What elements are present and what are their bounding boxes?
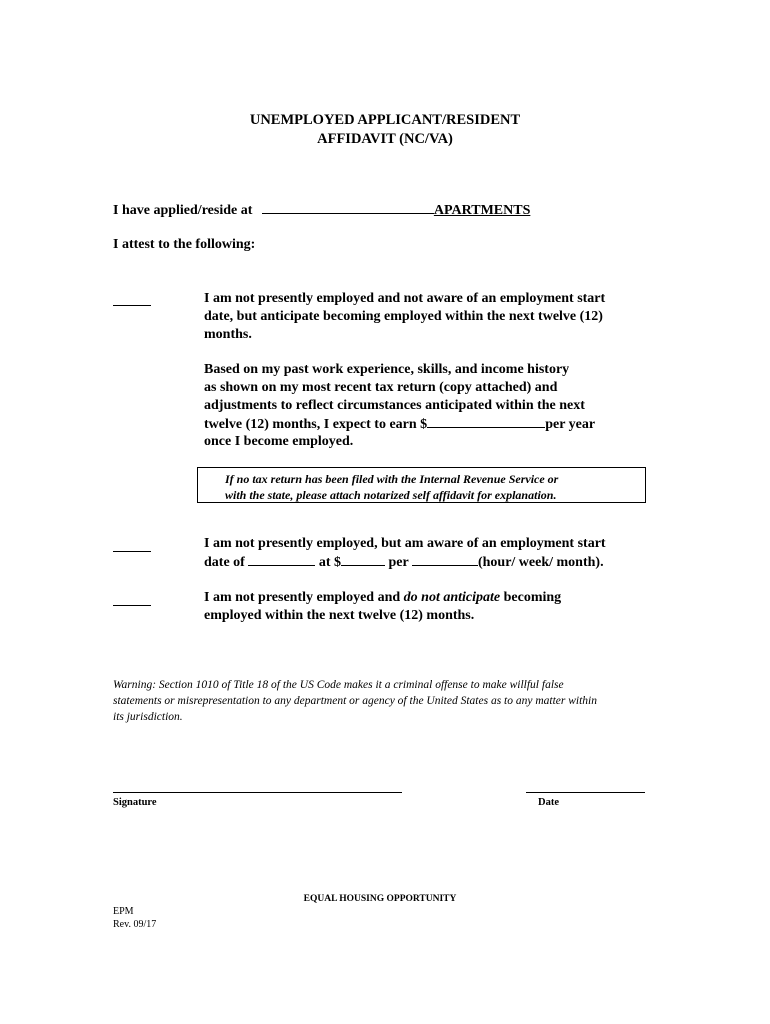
- notice-line-2: with the state, please attach notarized self affidavit for explanation.: [225, 488, 557, 502]
- document-title-line-2: AFFIDAVIT (NC/VA): [317, 131, 453, 147]
- option-2-check-line[interactable]: [113, 551, 151, 552]
- document-title-line-1: UNEMPLOYED APPLICANT/RESIDENT: [249, 112, 521, 128]
- option-1-detail-line-4: [204, 415, 595, 434]
- option-1-line-3: months.: [204, 327, 252, 342]
- wage-amount-field[interactable]: [341, 553, 385, 566]
- expected-earnings-field[interactable]: [427, 415, 545, 428]
- option-1-check-line[interactable]: [113, 305, 151, 306]
- start-date-label: date of: [204, 555, 245, 570]
- applied-reside-label: I have applied/reside at: [113, 203, 253, 218]
- revision-label: Rev. 09/17: [113, 919, 157, 930]
- expected-earnings-prefix: twelve (12) months, I expect to earn $: [204, 417, 428, 432]
- wage-period-options: (hour/ week/ month).: [477, 555, 604, 570]
- option-1-detail-line-1: Based on my past work experience, skills, and income history: [204, 362, 570, 377]
- tax-return-notice-box: [197, 467, 646, 503]
- wage-period-field[interactable]: [412, 553, 478, 566]
- option-3-check-line[interactable]: [113, 605, 151, 606]
- apartment-name-field[interactable]: [262, 201, 434, 214]
- equal-housing-opportunity: EQUAL HOUSING OPPORTUNITY: [303, 894, 457, 904]
- date-field[interactable]: [526, 792, 645, 793]
- option-3-text-b: becoming: [503, 590, 562, 605]
- signature-field[interactable]: [113, 792, 402, 793]
- option-3-emphasis: do not anticipate: [403, 590, 501, 605]
- option-1-line-2: date, but anticipate becoming employed within the next twelve (12): [204, 309, 603, 324]
- option-2-line-1: I am not presently employed, but am aware of an employment start: [204, 536, 606, 551]
- expected-earnings-suffix: per year: [545, 417, 596, 432]
- warning-line-2: statements or misrepresentation to any department or agency of the United States as to any matter within: [113, 695, 598, 707]
- option-1-detail-line-2: as shown on my most recent tax return (copy attached) and: [204, 380, 558, 395]
- option-2-line-2: [204, 553, 604, 572]
- attest-label: I attest to the following:: [113, 237, 256, 252]
- company-abbrev: EPM: [113, 906, 134, 917]
- start-date-field[interactable]: [248, 553, 315, 566]
- option-1-line-1: I am not presently employed and not aware of an employment start: [204, 291, 606, 306]
- notice-line-1: If no tax return has been filed with the Internal Revenue Service or: [225, 472, 559, 486]
- signature-label: Signature: [113, 797, 157, 808]
- warning-line-3: its jurisdiction.: [113, 711, 183, 723]
- option-3-line-2: employed within the next twelve (12) months.: [204, 608, 475, 623]
- wage-label: at $: [318, 555, 341, 570]
- option-1-detail-line-5: once I become employed.: [204, 434, 354, 449]
- warning-line-1: Warning: Section 1010 of Title 18 of the US Code makes it a criminal offense to make willful false: [113, 679, 564, 691]
- apartments-suffix: APARTMENTS: [433, 203, 531, 218]
- wage-per-label: per: [388, 555, 409, 570]
- warning-text: [113, 677, 653, 725]
- option-3-line-1: [204, 589, 561, 607]
- applied-reside-row: [113, 201, 530, 220]
- option-3-text-a: I am not presently employed and: [204, 590, 401, 605]
- option-1-detail-line-3: adjustments to reflect circumstances anticipated within the next: [204, 398, 585, 413]
- date-label: Date: [538, 797, 559, 808]
